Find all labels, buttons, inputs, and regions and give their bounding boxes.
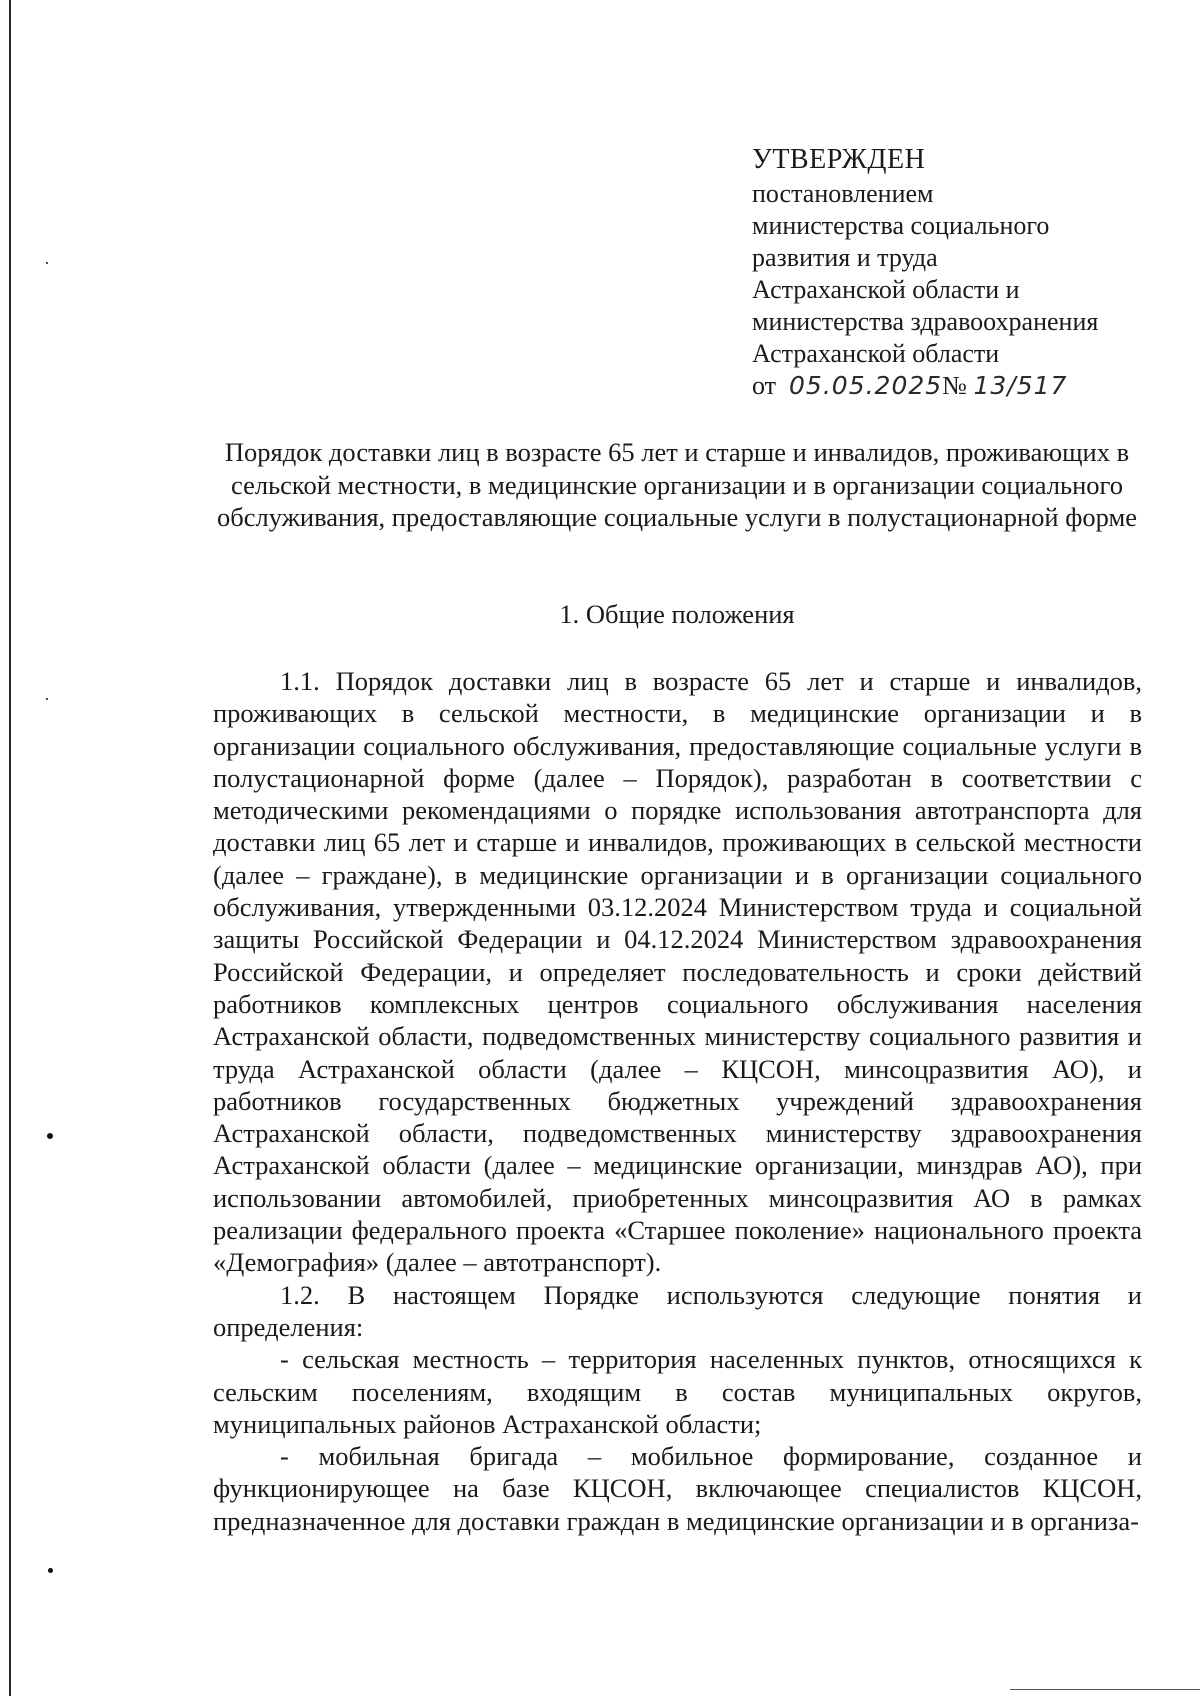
section-heading: 1. Общие положения <box>559 599 795 629</box>
number-sign: № <box>942 371 967 400</box>
paragraph: 1.1. Порядок доставки лиц в возрасте 65 лет и старше и инвалидов, проживающих в сельской местности, в медицинские организации и в организации социального обслуживания, предоставляющие социальные услуги в полустационарной форме (далее – Порядок), разработан в соответствии с методическими рекомендациями о порядке использования автотранспорта для доставки лиц 65 лет и старше и инвалидов, проживающих в сельской местности (далее – граждане), в медицинские организации и в организации социального обслуживания, утвержденными 03.12.2024 Министерством труда и социальной защиты Российской Федерации и 04.12.2024 Министерством здравоохранения Российской Федерации, и определяет последовательность и сроки действий работников комплексных центров социального обслуживания населения Астраханской области, подведомственных министерству социального развития и труда Астраханской области (далее – КЦСОН, минсоцразвития АО), и работников государственных бюджетных учреждений здравоохранения Астраханской области, подведомственных министерству здравоохранения Астраханской области (далее – медицинские организации, минздрав АО), при использовании автомобилей, приобретенных минсоцразвития АО в рамках реализации федерального проекта «Старшее поколение» национального проекта «Демография» (далее – автотранспорт). <box>213 666 1142 1278</box>
scan-edge-bottom <box>1010 1689 1200 1690</box>
approval-title: УТВЕРЖДЕН <box>752 144 926 175</box>
scan-speck <box>48 1568 53 1573</box>
paragraph: - сельская местность – территория населенных пунктов, относящихся к сельским поселениям, входящим в состав муниципальных округов, муниципальных районов Астраханской области; <box>213 1344 1142 1439</box>
handwritten-number: 13/517 <box>973 371 1068 400</box>
scan-speck <box>47 1133 53 1139</box>
approval-date-line <box>752 370 1172 402</box>
scan-edge <box>9 0 11 1696</box>
approval-line: развития и труда <box>752 243 938 272</box>
approval-line: министерства социального <box>752 211 1050 240</box>
scan-speck <box>46 698 48 700</box>
date-prefix: от <box>752 371 777 400</box>
paragraph: - мобильная бригада – мобильное формирование, созданное и функционирующее на базе КЦСОН, включающее специалистов КЦСОН, предназначенное для доставки граждан в медицинские организации и в организа- <box>213 1441 1142 1536</box>
handwritten-date: 05.05.2025 <box>789 371 943 400</box>
approval-line: постановлением <box>752 179 934 208</box>
scan-speck <box>46 262 48 264</box>
approval-line: Астраханской области <box>752 339 1000 368</box>
approval-block <box>752 142 1172 402</box>
approval-line: министерства здравоохранения <box>752 307 1099 336</box>
approval-line: Астраханской области и <box>752 275 1020 304</box>
paragraph: 1.2. В настоящем Порядке используются следующие понятия и определения: <box>213 1279 1142 1342</box>
document-body <box>213 665 1142 1537</box>
document-title: Порядок доставки лиц в возрасте 65 лет и старше и инвалидов, проживающих в сельской местности, в медицинские организации и в организации социального обслуживания, предоставляющие социальные услуги в полустационарной форме <box>216 437 1138 532</box>
